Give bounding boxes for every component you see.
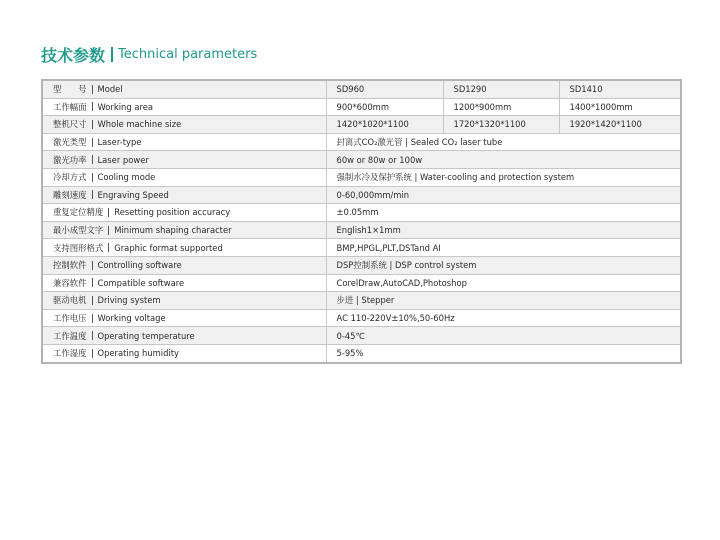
table-row — [42, 133, 681, 151]
label-en: Compatible software — [97, 277, 185, 288]
param-label — [42, 116, 326, 134]
param-label — [42, 151, 326, 169]
label-en: Graphic format supported — [114, 242, 223, 253]
table-row — [42, 80, 681, 98]
table-row — [42, 344, 681, 362]
table-row — [42, 221, 681, 239]
label-en: Driving system — [97, 295, 161, 306]
label-cn: 工作电压 — [53, 313, 87, 324]
label-divider — [92, 173, 93, 182]
param-value: 1200*900mm — [443, 98, 559, 116]
label-divider — [92, 331, 93, 340]
param-label — [42, 186, 326, 204]
param-value: English1×1mm — [326, 221, 681, 239]
label-divider — [108, 226, 109, 235]
label-cn: 工作温度 — [53, 330, 87, 341]
label-divider — [108, 208, 109, 217]
label-cn: 雕刻速度 — [53, 189, 87, 200]
param-value: 1420*1020*1100 — [326, 116, 443, 134]
param-label — [42, 239, 326, 257]
param-value: AC 110-220V±10%,50-60Hz — [326, 309, 681, 327]
param-label — [42, 221, 326, 239]
param-label — [42, 204, 326, 222]
param-value: 0-45℃ — [326, 327, 681, 345]
label-en: Operating temperature — [97, 330, 195, 341]
label-cn: 整机尺寸 — [53, 119, 87, 130]
param-label — [42, 80, 326, 98]
param-value: CorelDraw,AutoCAD,Photoshop — [326, 274, 681, 292]
label-cn: 工作湿度 — [53, 348, 87, 359]
label-cn: 型 号 — [53, 84, 87, 95]
table-row — [42, 309, 681, 327]
table-row — [42, 204, 681, 222]
param-value: 强制水冷及保护系统 | Water-cooling and protection system — [326, 168, 681, 186]
param-value: 900*600mm — [326, 98, 443, 116]
label-en: Working voltage — [97, 313, 166, 324]
label-cn: 重复定位精度 — [53, 207, 104, 218]
table-row — [42, 186, 681, 204]
title-divider — [111, 47, 113, 62]
label-divider — [108, 243, 109, 252]
table-row — [42, 327, 681, 345]
param-value: 0-60,000mm/min — [326, 186, 681, 204]
label-divider — [92, 85, 93, 94]
label-en: Model — [97, 84, 123, 95]
label-divider — [92, 155, 93, 164]
label-en: Engraving Speed — [97, 189, 169, 200]
param-label — [42, 344, 326, 362]
label-divider — [92, 102, 93, 111]
label-divider — [92, 138, 93, 147]
param-value: SD1410 — [559, 80, 681, 98]
param-label — [42, 98, 326, 116]
label-en: Resetting position accuracy — [114, 207, 231, 218]
param-value: 60w or 80w or 100w — [326, 151, 681, 169]
param-label — [42, 133, 326, 151]
spec-table — [41, 79, 682, 364]
label-cn: 激光功率 — [53, 154, 87, 165]
param-value: DSP控制系统 | DSP control system — [326, 256, 681, 274]
label-divider — [92, 261, 93, 270]
label-en: Controlling software — [97, 260, 182, 271]
param-label — [42, 327, 326, 345]
label-divider — [92, 278, 93, 287]
table-row — [42, 116, 681, 134]
param-value: 步进 | Stepper — [326, 292, 681, 310]
label-cn: 控制软件 — [53, 260, 87, 271]
label-en: Whole machine size — [97, 119, 182, 130]
table-row — [42, 292, 681, 310]
param-label — [42, 256, 326, 274]
param-label — [42, 274, 326, 292]
label-divider — [92, 296, 93, 305]
param-value: SD1290 — [443, 80, 559, 98]
param-value: 1720*1320*1100 — [443, 116, 559, 134]
param-value: BMP,HPGL,PLT,DSTand AI — [326, 239, 681, 257]
label-cn: 激光类型 — [53, 137, 87, 148]
param-value: 封离式CO₂激光管 | Sealed CO₂ laser tube — [326, 133, 681, 151]
param-value: SD960 — [326, 80, 443, 98]
param-label — [42, 309, 326, 327]
table-row — [42, 256, 681, 274]
label-en: Laser power — [97, 154, 149, 165]
label-en: Working area — [97, 101, 153, 112]
label-cn: 工作幅面 — [53, 101, 87, 112]
label-cn: 冷却方式 — [53, 172, 87, 183]
param-label — [42, 292, 326, 310]
label-cn: 最小成型文字 — [53, 225, 104, 236]
label-en: Minimum shaping character — [114, 225, 232, 236]
label-cn: 支持图形格式 — [53, 242, 104, 253]
label-en: Laser-type — [97, 137, 142, 148]
label-cn: 兼容软件 — [53, 277, 87, 288]
table-row — [42, 98, 681, 116]
page-title — [41, 44, 257, 64]
label-divider — [92, 314, 93, 323]
table-row — [42, 239, 681, 257]
param-value: ±0.05mm — [326, 204, 681, 222]
label-en: Operating humidity — [97, 348, 180, 359]
label-divider — [92, 349, 93, 358]
label-divider — [92, 190, 93, 199]
table-row — [42, 274, 681, 292]
param-value: 1400*1000mm — [559, 98, 681, 116]
table-row — [42, 151, 681, 169]
param-value: 1920*1420*1100 — [559, 116, 681, 134]
label-divider — [92, 120, 93, 129]
param-value: 5-95% — [326, 344, 681, 362]
param-label — [42, 168, 326, 186]
label-en: Cooling mode — [97, 172, 156, 183]
label-cn: 驱动电机 — [53, 295, 87, 306]
title-english: Technical parameters — [118, 46, 258, 62]
title-chinese: 技术参数 — [41, 45, 106, 65]
table-row — [42, 168, 681, 186]
